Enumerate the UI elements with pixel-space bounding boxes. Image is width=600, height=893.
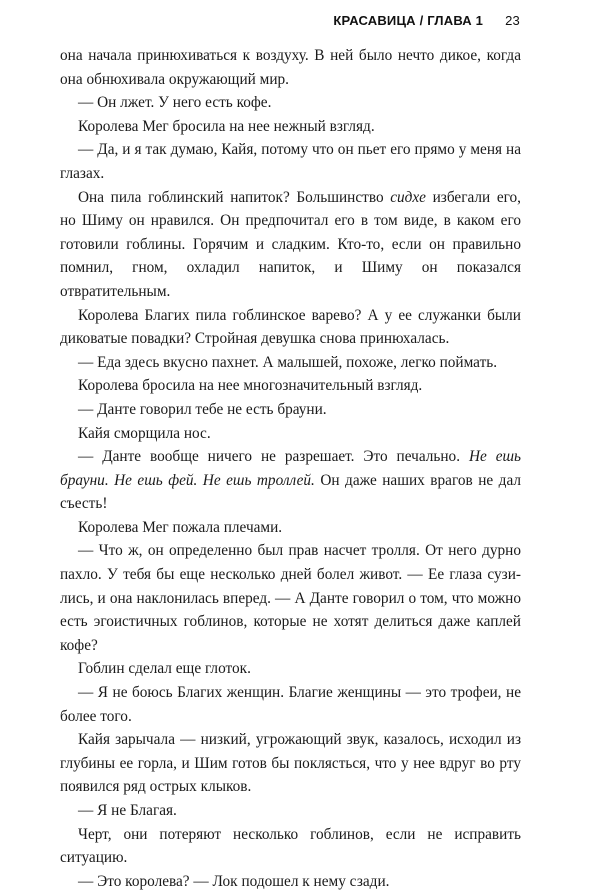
text-run: — Я не Благая. — [78, 802, 177, 819]
paragraph — [60, 870, 521, 893]
text-run: — Еда здесь вкусно пахнет. А малышей, похоже, легко поймать. — [78, 353, 498, 371]
text-run: — Что ж, он определенно был прав насчет тролля. От него дурно пахло. У тебя бы еще несколько дней болел живот. — Ее глаза сузились, и она наклонилась вперед. — А Данте говорил о том, что можно есть эгоистичных гоблинов, которые не хотят делиться даже каплей кофе? — [60, 542, 521, 654]
paragraph — [60, 351, 521, 375]
paragraph — [60, 823, 521, 870]
paragraph — [60, 681, 521, 728]
text-run: Королева Мег бросила на нее нежный взгляд. — [78, 117, 375, 135]
text-run: Он даже наших врагов не дал съесть! — [60, 471, 521, 513]
paragraph — [60, 728, 521, 799]
paragraph — [60, 138, 521, 185]
paragraph — [60, 445, 521, 516]
text-run: — Я не боюсь Благих женщин. Благие женщины — это трофеи, не более того. — [60, 684, 521, 725]
chapter-title: КРАСАВИЦА / ГЛАВА 1 — [333, 13, 484, 28]
text-run: Она пила гоблинский напиток? Большинство — [78, 188, 391, 206]
text-run: она начала принюхиваться к воздуху. В ней было нечто дикое, когда она обнюхивала окружающий мир. — [60, 47, 521, 88]
italic-text: сидхе — [390, 188, 426, 206]
page-number: 23 — [505, 13, 520, 28]
text-run: — Данте вообще ничего не разрешает. Это печально. — [78, 448, 469, 466]
paragraph — [60, 657, 521, 681]
paragraph — [60, 799, 521, 823]
text-run: Королева бросила на нее многозначительный взгляд. — [78, 377, 423, 395]
paragraph — [60, 374, 521, 398]
paragraph — [60, 91, 521, 115]
running-header — [60, 13, 520, 28]
paragraph — [60, 398, 521, 422]
paragraph — [60, 304, 521, 351]
paragraph — [60, 422, 521, 446]
italic-text: Не ешь брауни. Не ешь фей. Не ешь троллей. — [60, 448, 521, 489]
text-run: — Данте говорил тебе не есть брауни. — [78, 400, 327, 418]
paragraph — [60, 44, 521, 91]
text-run: Черт, они потеряют несколько гоблинов, если не исправить ситуацию. — [60, 825, 521, 867]
body-text — [60, 44, 521, 893]
text-run: — Да, и я так думаю, Кайя, потому что он пьет его прямо у меня на глазах. — [60, 141, 521, 182]
paragraph — [60, 516, 521, 540]
text-run: Королева Благих пила гоблинское варево? А у ее служанки были диковатые повадки? Стройная девушка снова принюхалась. — [60, 306, 521, 348]
paragraph — [60, 186, 521, 304]
text-run: Королева Мег пожала плечами. — [78, 518, 283, 536]
text-run: Кайя сморщила нос. — [78, 424, 211, 442]
text-run: Кайя зарычала — низкий, угрожающий звук, казалось, исходил из глубины ее горла, и Шим готов бы поклясться, что у нее вдруг во рту появился ряд острых клыков. — [60, 731, 521, 796]
paragraph — [60, 539, 521, 657]
paragraph — [60, 115, 521, 139]
text-run: избегали его, но Шиму он нравился. Он предпочитал его в том виде, в каком его готовили гоблины. Горячим и сладким. Кто-то, если он правильно помнил, гном, охладил напиток, и Шиму он показался отвратительным. — [60, 188, 522, 300]
text-run: — Он лжет. У него есть кофе. — [78, 94, 272, 112]
text-run: Гоблин сделал еще глоток. — [78, 660, 251, 678]
text-run: — Это королева? — Лок подошел к нему сзади. — [78, 872, 390, 890]
